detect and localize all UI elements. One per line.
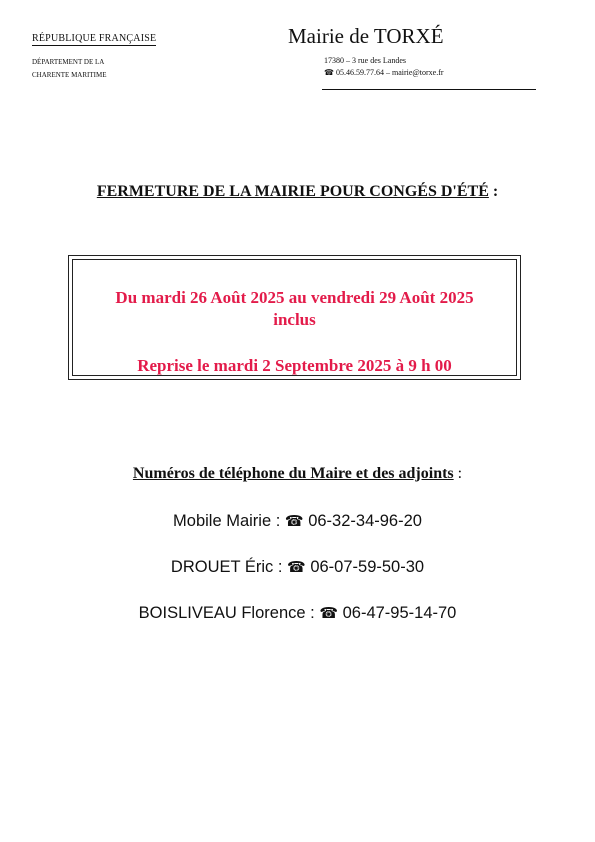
reopening-date: Reprise le mardi 2 Septembre 2025 à 9 h 00 [137, 356, 452, 375]
telephone-icon: ☎ [284, 512, 304, 530]
contact-number: 06-47-95-14-70 [342, 604, 457, 622]
contact-number: 06-07-59-50-30 [310, 558, 425, 576]
contacts-heading-text: Numéros de téléphone du Maire et des adjoints [132, 465, 454, 482]
contact-label: BOISLIVEAU Florence : [138, 604, 315, 622]
contacts-heading [0, 465, 595, 483]
republic-label: RÉPUBLIQUE FRANÇAISE [32, 33, 157, 44]
mairie-name: Mairie de TORXÉ [288, 24, 444, 48]
notice-title-text: FERMETURE DE LA MAIRIE POUR CONGÉS D'ÉTÉ [96, 183, 489, 200]
contact-number: 06-32-34-96-20 [308, 512, 422, 530]
telephone-icon: ☎ [287, 558, 306, 576]
department-line-1: DÉPARTEMENT DE LA [32, 58, 105, 66]
contact-label: DROUET Éric : [170, 558, 283, 576]
department-line-2: CHARENTE MARITIME [32, 71, 107, 79]
department-label [32, 56, 106, 82]
closure-box-inner [72, 259, 517, 376]
mairie-email: mairie@torxe.fr [391, 68, 444, 77]
notice-title-suffix: : [488, 183, 499, 200]
contact-label: Mobile Mairie : [173, 512, 281, 530]
contact-entry [0, 604, 595, 623]
mairie-phone: 05.46.59.77.64 [335, 68, 384, 77]
closure-inclusive: inclus [273, 310, 316, 329]
notice-title [0, 183, 595, 201]
closure-box [68, 255, 521, 380]
mairie-address: 17380 – 3 rue des Landes [324, 56, 406, 65]
closure-dates: Du mardi 26 Août 2025 au vendredi 29 Août 2025 [115, 288, 474, 307]
contact-entry [0, 558, 595, 577]
contacts-heading-suffix: : [453, 465, 463, 482]
mairie-contact-line [324, 68, 444, 77]
contact-separator: – [385, 68, 392, 77]
contact-entry [0, 512, 595, 531]
header-divider [322, 89, 536, 90]
telephone-icon: ☎ [319, 604, 338, 622]
phone-icon: ☎ [324, 68, 334, 77]
